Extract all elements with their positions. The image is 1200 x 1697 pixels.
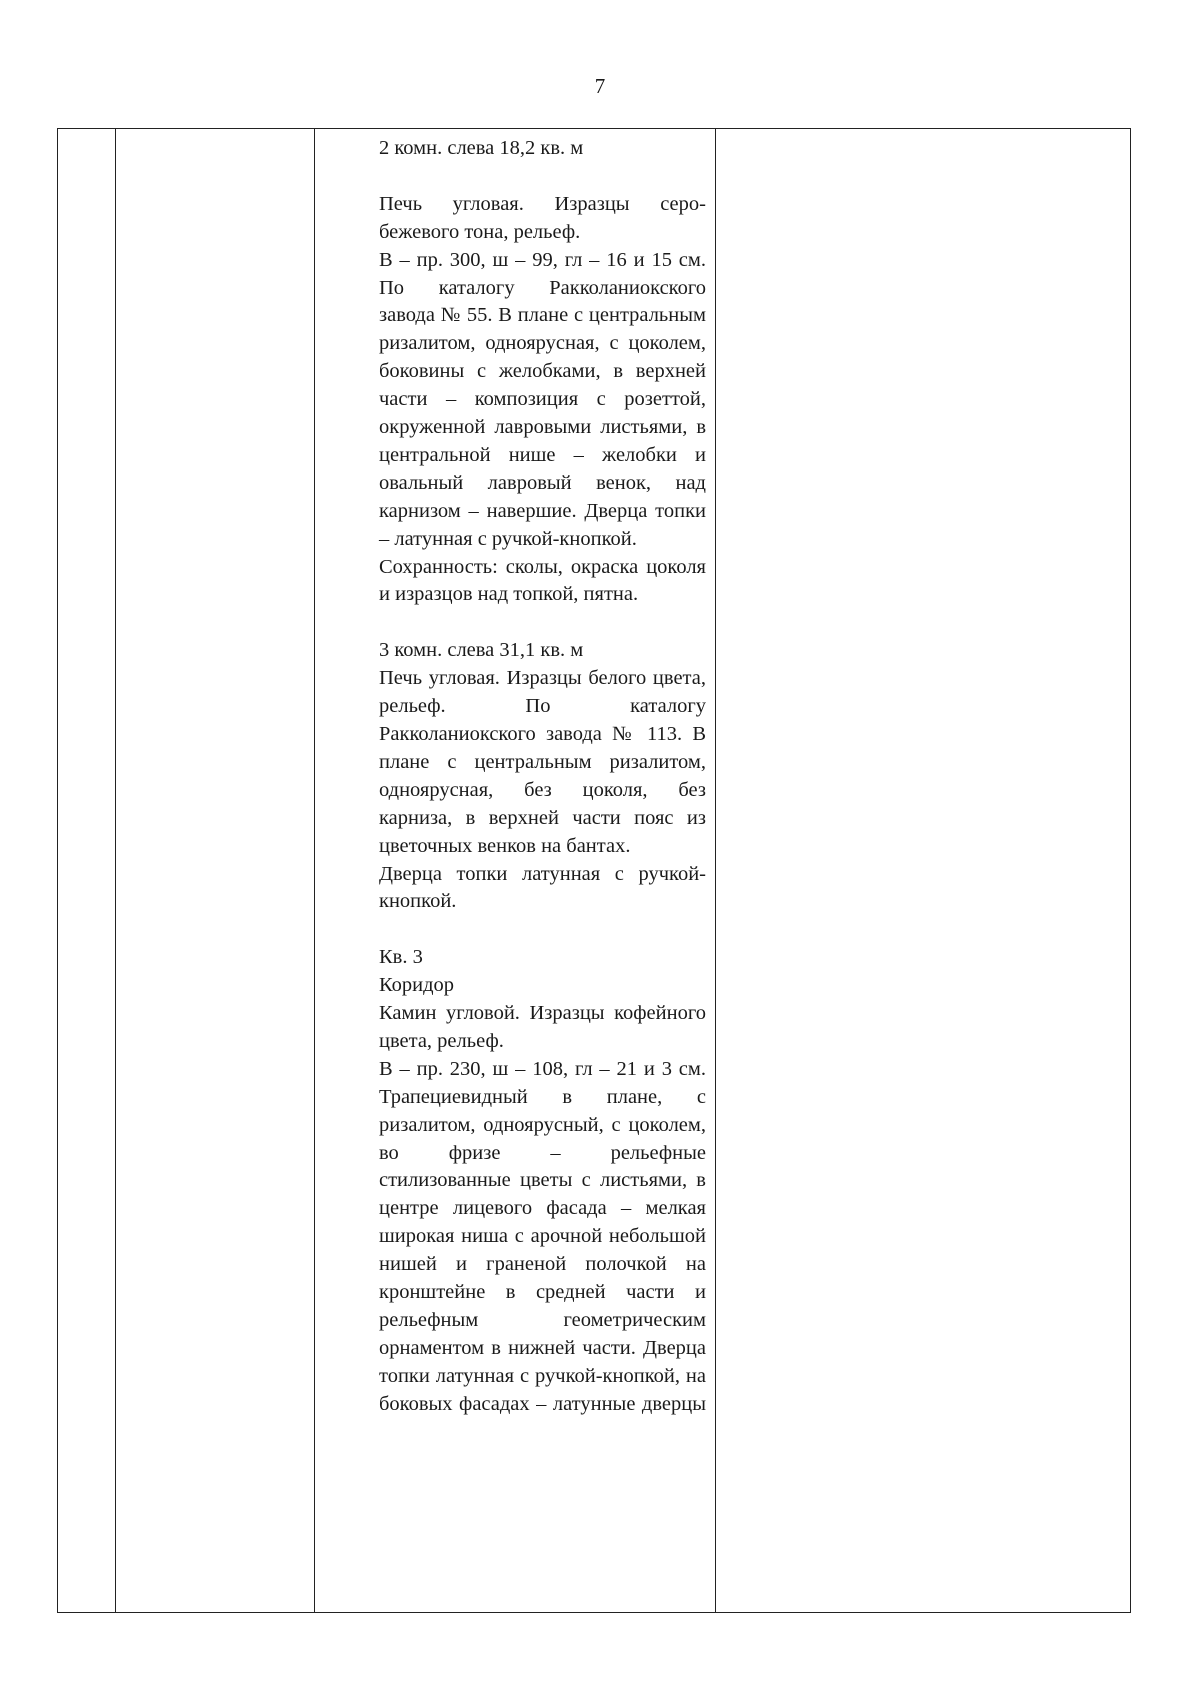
- apartment-heading: Кв. 3: [379, 946, 423, 969]
- monument-table: [57, 128, 1131, 1613]
- column-divider-3: [715, 129, 716, 1612]
- fireplace-description: Камин угловой. Изразцы кофейного цвета, рельеф.: [379, 1002, 706, 1052]
- room3-door: Дверца топки латунная с ручкой-кнопкой.: [379, 862, 706, 913]
- room2-description: Печь угловая. Изразцы серо-бежевого тона, рельеф.: [379, 192, 706, 243]
- page-number: 7: [594, 74, 606, 98]
- room3-description: Печь угловая. Изразцы белого цвета, рельеф. По каталогу Ракколаниокского завода № 113. В плане с центральным ризалитом, одноярусная, без цоколя, без карниза, в верхней части пояс из цветочных венков на бантах.: [379, 667, 706, 857]
- column-divider-2: [314, 129, 315, 1612]
- column-divider-1: [115, 129, 116, 1612]
- description-cell: [379, 129, 706, 1419]
- room2-condition: Сохранность: сколы, окраска цоколя и изразцов над топкой, пятна.: [379, 555, 706, 606]
- fireplace-details: В – пр. 230, ш – 108, гл – 21 и 3 см. Трапециевидный в плане, с ризалитом, одноярусный, с цоколем, во фризе – рельефные стилизованные цветы с листьями, в центре лицевого фасада – мелкая широкая ниша с арочной небольшой нишей и граненой полочкой на кронштейне в средней части и рельефным геометрическим орнаментом в нижней части. Дверца топки латунная с ручкой-кнопкой, на боковых фасадах – латунные дверцы: [379, 1057, 706, 1415]
- corridor-heading: Коридор: [379, 974, 455, 997]
- room2-heading: 2 комн. слева 18,2 кв. м: [379, 137, 584, 159]
- room2-details: В – пр. 300, ш – 99, гл – 16 и 15 см. По каталогу Ракколаниокского завода № 55. В плане с центральным ризалитом, одноярусная, с цоколем, боковины с желобками, в верхней части – композиция с розеттой, окруженной лавровыми листьями, в центральной нише – желобки и овальный лавровый венок, над карнизом – навершие. Дверца топки – латунная с ручкой-кнопкой.: [379, 248, 706, 550]
- room3-heading: 3 комн. слева 31,1 кв. м: [379, 639, 584, 662]
